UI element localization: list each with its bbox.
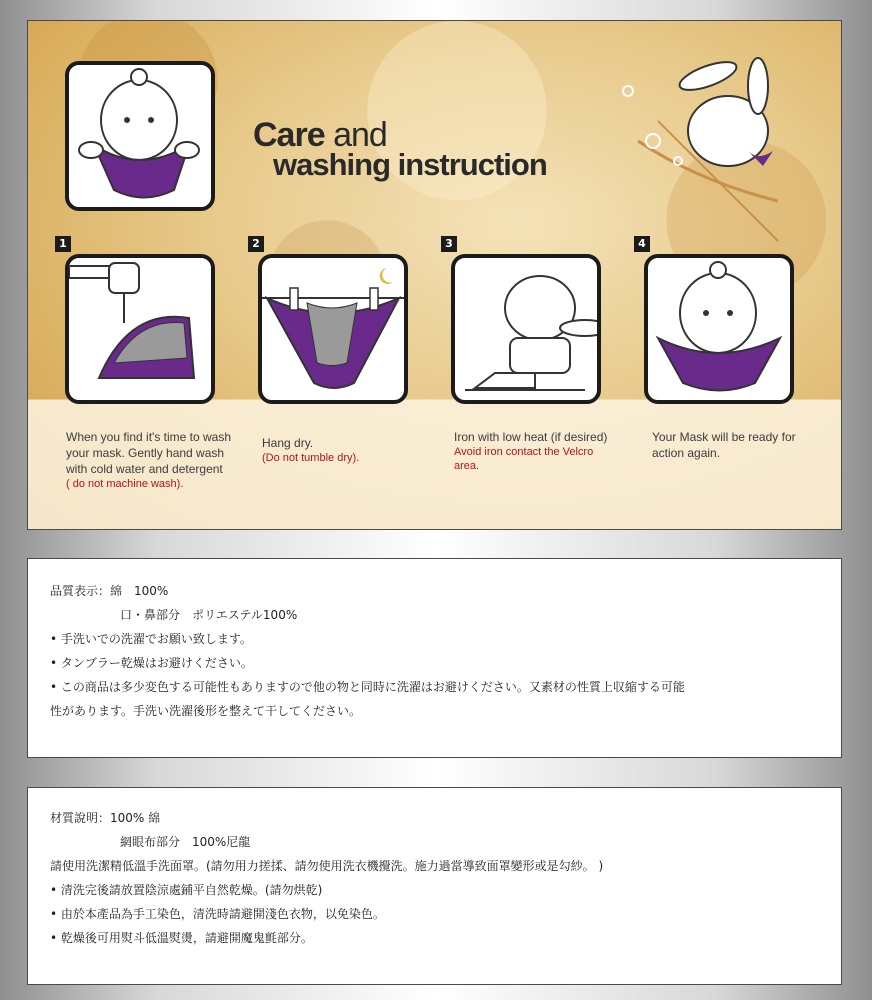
step-3-caption — [454, 429, 619, 473]
title-care-word: Care — [253, 116, 325, 154]
hang-dry-icon — [262, 258, 404, 400]
japanese-info-panel — [27, 558, 842, 758]
bunny-mask-icon — [69, 65, 211, 207]
care-instruction-banner — [27, 20, 842, 530]
zh-bullet-dry: • 清洗完後請放置陰涼處鋪平自然乾燥。(請勿烘乾) — [50, 883, 323, 897]
step-3-panel — [451, 254, 601, 404]
hand-wash-icon — [69, 258, 211, 400]
intro-panel — [65, 61, 215, 211]
jp-bullet-color-cont: 性があります。手洗い洗濯後形を整えて干してください。 — [50, 704, 362, 718]
step-4-caption — [652, 429, 827, 461]
step-4-text: Your Mask will be ready for action again. — [652, 430, 796, 460]
bunny-flying-illustration — [598, 51, 818, 251]
zh-bullet-iron: • 乾燥後可用熨斗低溫熨燙，請避開魔鬼氈部分。 — [50, 931, 313, 945]
zh-bullet-dye: • 由於本產品為手工染色，清洗時請避開淺色衣物，以免染色。 — [50, 907, 385, 921]
step-1-panel — [65, 254, 215, 404]
step-3-text: Iron with low heat (if desired) — [454, 430, 608, 444]
chinese-info-panel — [27, 787, 842, 985]
step-2-caption — [262, 435, 432, 465]
zh-mesh-material: 網眼布部分 100%尼龍 — [120, 835, 251, 849]
step-1-note: ( do not machine wash). — [66, 478, 184, 490]
step-2-text: Hang dry. — [262, 436, 314, 450]
step-2-note: (Do not tumble dry). — [262, 452, 360, 464]
step-2-panel — [258, 254, 408, 404]
step-1-caption — [66, 429, 241, 491]
jp-mouth-nose-material: 口・鼻部分 ポリエステル100% — [120, 608, 298, 622]
jp-bullet-tumble: • タンブラー乾燥はお避けください。 — [50, 656, 253, 670]
zh-material-label: 材質說明：100% 綿 — [50, 811, 161, 825]
jp-quality-label: 品質表示：綿 100% — [50, 584, 169, 598]
step-3-number: 3 — [441, 236, 457, 252]
iron-icon — [455, 258, 597, 400]
title-and-word: and — [333, 116, 387, 154]
step-2-number: 2 — [248, 236, 264, 252]
step-1-text: When you find it's time to wash your mask. Gently hand wash with cold water and detergent — [66, 430, 232, 476]
jp-bullet-handwash: • 手洗いでの洗濯でお願い致します。 — [50, 632, 252, 646]
step-4-number: 4 — [634, 236, 650, 252]
step-1-number: 1 — [55, 236, 71, 252]
title-washing-instruction: washing instruction — [273, 147, 547, 182]
step-4-panel — [644, 254, 794, 404]
jp-bullet-color: • この商品は多少変色する可能性もありますので他の物と同時に洗濯はお避けください。又素材の性質上収縮する可能 — [50, 680, 685, 694]
zh-wash-instruction: 請使用洗潔精低溫手洗面罩。(請勿用力搓揉、請勿使用洗衣機攪洗。施力過當導致面罩變形或是勾紗。 ) — [50, 859, 604, 873]
care-title — [253, 116, 547, 183]
mask-ready-icon — [648, 258, 790, 400]
step-3-note: Avoid iron contact the Velcro area. — [454, 446, 594, 472]
